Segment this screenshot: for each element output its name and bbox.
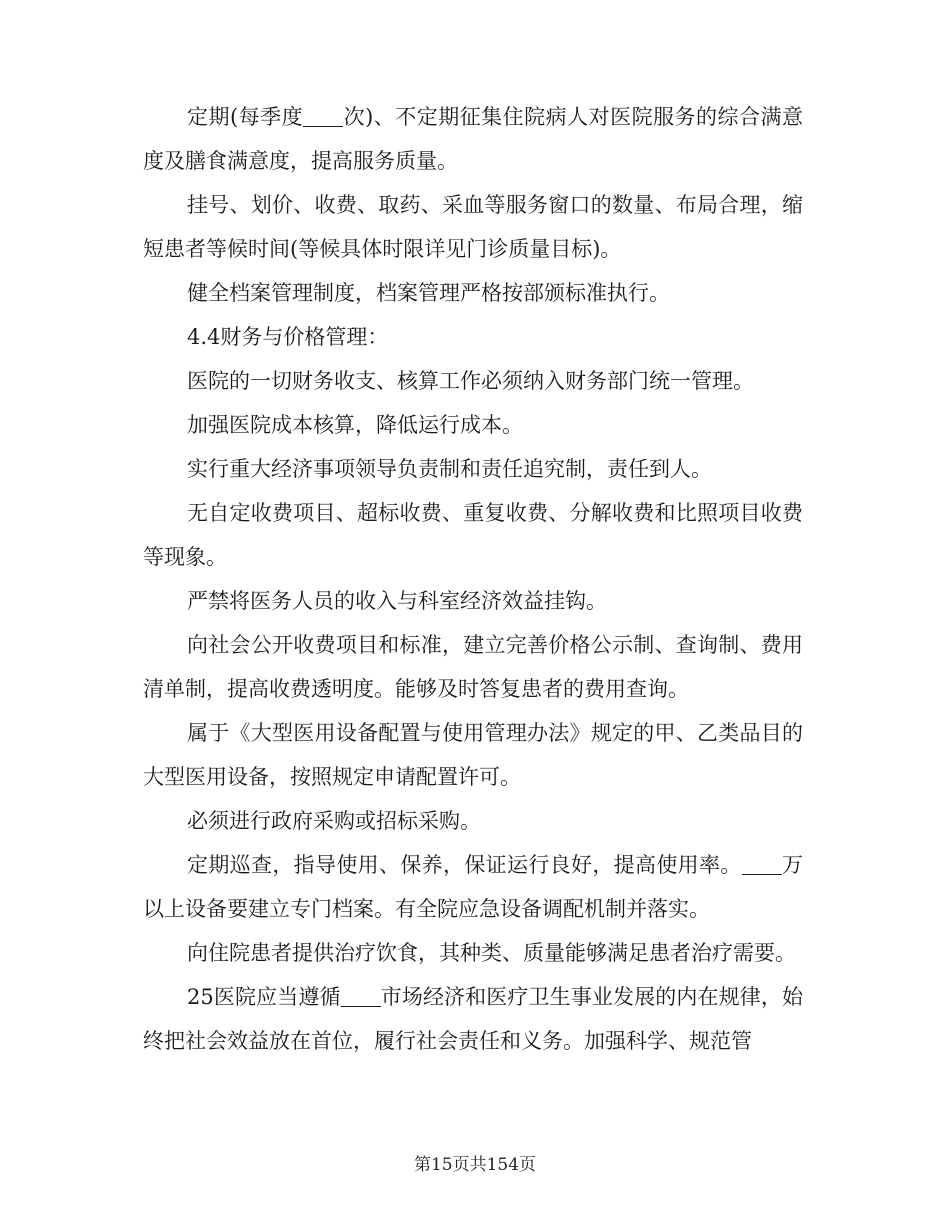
paragraph-8: 无自定收费项目、超标收费、重复收费、分解收费和比照项目收费等现象。 [143, 501, 803, 569]
fill-blank [341, 985, 381, 1007]
paragraph-6: 加强医院成本核算，降低运行成本。 [187, 413, 523, 437]
paragraph-13 [143, 843, 803, 931]
paragraph-1-part-b: 次)、不定期征集住院病人对医院服务的综合满意度及膳食满意度，提高服务质量。 [143, 105, 803, 173]
paragraph-15 [143, 975, 803, 1063]
paragraph-11: 属于《大型医用设备配置与使用管理办法》规定的甲、乙类品目的大型医用设备，按照规定申请配置许可。 [143, 721, 803, 789]
paragraph-13-part-b: 万以上设备要建立专门档案。有全院应急设备调配机制并落实。 [143, 853, 804, 921]
paragraph-13-part-a: 定期巡查，指导使用、保养，保证运行良好，提高使用率。 [187, 853, 742, 877]
paragraph-5: 医院的一切财务收支、核算工作必须纳入财务部门统一管理。 [187, 369, 754, 393]
document-body [143, 95, 803, 1063]
paragraph-2: 挂号、划价、收费、取药、采血等服务窗口的数量、布局合理，缩短患者等候时间(等候具体时限详见门诊质量目标)。 [143, 193, 803, 261]
fill-blank [303, 105, 343, 127]
section-heading-4-4: 4.4财务与价格管理： [187, 325, 389, 349]
paragraph-3: 健全档案管理制度，档案管理严格按部颁标准执行。 [187, 281, 670, 305]
fill-blank [742, 853, 782, 875]
paragraph-15-part-b: 市场经济和医疗卫生事业发展的内在规律，始终把社会效益放在首位，履行社会责任和义务。加强科学、规范管 [143, 985, 803, 1053]
paragraph-14: 向住院患者提供治疗饮食，其种类、质量能够满足患者治疗需要。 [187, 941, 796, 965]
paragraph-15-part-a: 25医院应当遵循 [187, 985, 341, 1009]
paragraph-10: 向社会公开收费项目和标准，建立完善价格公示制、查询制、费用清单制，提高收费透明度。能够及时答复患者的费用查询。 [143, 633, 803, 701]
paragraph-12: 必须进行政府采购或招标采购。 [187, 809, 481, 833]
paragraph-1 [143, 95, 803, 183]
paragraph-9: 严禁将医务人员的收入与科室经济效益挂钩。 [187, 589, 607, 613]
paragraph-7: 实行重大经济事项领导负责制和责任追究制，责任到人。 [187, 457, 712, 481]
page-number-footer: 第15页共154页 [413, 1155, 537, 1175]
paragraph-1-part-a: 定期(每季度 [187, 105, 304, 129]
